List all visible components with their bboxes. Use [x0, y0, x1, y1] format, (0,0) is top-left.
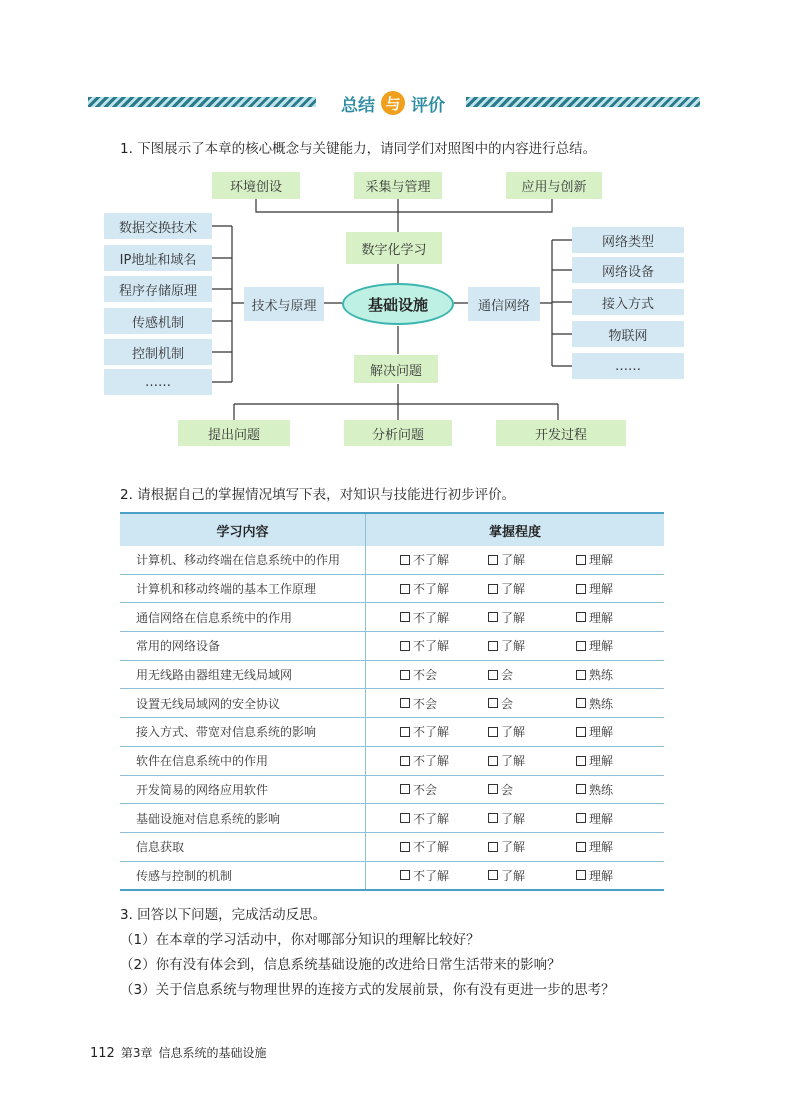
- option-label: 了解: [501, 553, 526, 568]
- banner-word-summary: 总结: [341, 95, 375, 116]
- checkbox-icon[interactable]: [488, 842, 498, 852]
- option-label: 不了解: [413, 754, 450, 769]
- level-option[interactable]: [576, 781, 664, 798]
- table-row: [120, 718, 664, 747]
- level-option[interactable]: [576, 609, 664, 626]
- checkbox-icon[interactable]: [400, 870, 410, 880]
- table-row: [120, 861, 664, 890]
- option-label: 理解: [589, 868, 614, 883]
- table-row: [120, 546, 664, 574]
- node-environment: 环境创设: [212, 172, 300, 199]
- level-option[interactable]: [576, 666, 664, 683]
- level-option[interactable]: [488, 637, 576, 654]
- node-tech-principle: 技术与原理: [244, 287, 324, 321]
- checkbox-icon[interactable]: [400, 555, 410, 565]
- option-label: 不会: [413, 782, 438, 797]
- level-option[interactable]: [488, 695, 576, 712]
- right-list-item: 网络设备: [572, 257, 684, 283]
- question-3: [120, 903, 615, 1003]
- table-row: [120, 775, 664, 804]
- option-label: 理解: [589, 610, 614, 625]
- left-list-item: 程序存储原理: [104, 276, 212, 302]
- row-options: [366, 632, 665, 661]
- level-option[interactable]: [576, 867, 664, 884]
- checkbox-icon[interactable]: [400, 612, 410, 622]
- row-item-label: 常用的网络设备: [120, 632, 366, 661]
- option-label: 理解: [589, 840, 614, 855]
- checkbox-icon[interactable]: [576, 813, 586, 823]
- checkbox-icon[interactable]: [488, 756, 498, 766]
- question-2-title: 2. 请根据自己的掌握情况填写下表，对知识与技能进行初步评价。: [120, 487, 516, 503]
- row-item-label: 计算机和移动终端的基本工作原理: [120, 574, 366, 603]
- node-infrastructure-center: 基础设施: [342, 283, 454, 325]
- node-analyze-problem: 分析问题: [344, 420, 452, 446]
- checkbox-icon[interactable]: [400, 756, 410, 766]
- right-list-item: 网络类型: [572, 227, 684, 253]
- checkbox-icon[interactable]: [576, 555, 586, 565]
- question-3-item: （1）在本章的学习活动中，你对哪部分知识的理解比较好？: [120, 932, 480, 948]
- node-apply-innovate: 应用与创新: [506, 172, 602, 199]
- checkbox-icon[interactable]: [400, 641, 410, 651]
- checkbox-icon[interactable]: [576, 698, 586, 708]
- row-options: [366, 718, 665, 747]
- left-list-item: 数据交换技术: [104, 213, 212, 239]
- option-label: 了解: [501, 754, 526, 769]
- row-item-label: 软件在信息系统中的作用: [120, 746, 366, 775]
- header-level: 掌握程度: [366, 513, 665, 546]
- option-label: 了解: [501, 868, 526, 883]
- row-options: [366, 832, 665, 861]
- row-item-label: 计算机、移动终端在信息系统中的作用: [120, 546, 366, 574]
- left-list-item: IP地址和域名: [104, 245, 212, 271]
- checkbox-icon[interactable]: [576, 784, 586, 794]
- table-row: [120, 689, 664, 718]
- level-option[interactable]: [400, 666, 488, 683]
- level-option[interactable]: [400, 637, 488, 654]
- checkbox-icon[interactable]: [488, 813, 498, 823]
- row-options: [366, 603, 665, 632]
- right-list-item: 物联网: [572, 321, 684, 347]
- level-option[interactable]: [488, 781, 576, 798]
- row-item-label: 设置无线局域网的安全协议: [120, 689, 366, 718]
- option-label: 理解: [589, 553, 614, 568]
- level-option[interactable]: [400, 867, 488, 884]
- page-footer: [90, 1044, 266, 1061]
- checkbox-icon[interactable]: [488, 641, 498, 651]
- table-row: [120, 660, 664, 689]
- node-digital-learning: 数字化学习: [346, 232, 442, 264]
- row-options: [366, 746, 665, 775]
- level-option[interactable]: [576, 551, 664, 568]
- level-option[interactable]: [400, 580, 488, 597]
- right-list-item: 接入方式: [572, 289, 684, 315]
- level-option[interactable]: [400, 723, 488, 740]
- checkbox-icon[interactable]: [576, 842, 586, 852]
- level-option[interactable]: [576, 752, 664, 769]
- row-options: [366, 574, 665, 603]
- checkbox-icon[interactable]: [400, 813, 410, 823]
- option-label: 不了解: [413, 639, 450, 654]
- option-label: 不了解: [413, 582, 450, 597]
- node-dev-process: 开发过程: [496, 420, 626, 446]
- level-option[interactable]: [488, 551, 576, 568]
- checkbox-icon[interactable]: [400, 698, 410, 708]
- chapter-label: 第3章: [120, 1046, 153, 1060]
- option-label: 理解: [589, 811, 614, 826]
- checkbox-icon[interactable]: [576, 670, 586, 680]
- option-label: 熟练: [589, 782, 614, 797]
- option-label: 不会: [413, 696, 438, 711]
- option-label: 不会: [413, 668, 438, 683]
- question-3-item: （2）你有没有体会到，信息系统基础设施的改进给日常生活带来的影响？: [120, 957, 561, 973]
- level-option[interactable]: [400, 695, 488, 712]
- checkbox-icon[interactable]: [576, 727, 586, 737]
- node-collect-manage: 采集与管理: [354, 172, 442, 199]
- banner-word-evaluation: 评价: [411, 95, 445, 116]
- option-label: 不了解: [413, 840, 450, 855]
- checkbox-icon[interactable]: [488, 698, 498, 708]
- level-option[interactable]: [400, 551, 488, 568]
- checkbox-icon[interactable]: [576, 756, 586, 766]
- option-label: 了解: [501, 610, 526, 625]
- table-row: [120, 603, 664, 632]
- page-number: 112: [90, 1046, 115, 1061]
- banner-badge-icon: 与: [381, 91, 405, 115]
- row-options: [366, 775, 665, 804]
- table-header-row: [120, 513, 664, 546]
- option-label: 了解: [501, 811, 526, 826]
- option-label: 会: [501, 696, 514, 711]
- table-row: [120, 632, 664, 661]
- checkbox-icon[interactable]: [488, 784, 498, 794]
- level-option[interactable]: [400, 838, 488, 855]
- row-item-label: 传感与控制的机制: [120, 861, 366, 890]
- level-option[interactable]: [488, 810, 576, 827]
- table-row: [120, 804, 664, 833]
- checkbox-icon[interactable]: [576, 641, 586, 651]
- chapter-title: 信息系统的基础设施: [158, 1046, 267, 1060]
- table-row: [120, 574, 664, 603]
- row-item-label: 开发简易的网络应用软件: [120, 775, 366, 804]
- row-item-label: 通信网络在信息系统中的作用: [120, 603, 366, 632]
- left-list-item: 控制机制: [104, 339, 212, 365]
- right-list-item: ……: [572, 353, 684, 379]
- checkbox-icon[interactable]: [400, 584, 410, 594]
- table-row: [120, 746, 664, 775]
- level-option[interactable]: [488, 752, 576, 769]
- question-1-title: 1. 下图展示了本章的核心概念与关键能力，请同学们对照图中的内容进行总结。: [120, 141, 597, 157]
- option-label: 熟练: [589, 668, 614, 683]
- level-option[interactable]: [400, 609, 488, 626]
- node-problem-solving: 解决问题: [354, 355, 438, 383]
- level-option[interactable]: [488, 609, 576, 626]
- option-label: 理解: [589, 639, 614, 654]
- left-list-item: ……: [104, 369, 212, 395]
- checkbox-icon[interactable]: [488, 727, 498, 737]
- table-body: [120, 546, 664, 890]
- option-label: 熟练: [589, 696, 614, 711]
- option-label: 了解: [501, 840, 526, 855]
- level-option[interactable]: [576, 580, 664, 597]
- node-raise-problem: 提出问题: [178, 420, 290, 446]
- level-option[interactable]: [488, 580, 576, 597]
- checkbox-icon[interactable]: [576, 612, 586, 622]
- level-option[interactable]: [576, 810, 664, 827]
- row-options: [366, 861, 665, 890]
- level-option[interactable]: [576, 637, 664, 654]
- checkbox-icon[interactable]: [576, 870, 586, 880]
- banner-title: [328, 88, 458, 118]
- option-label: 不了解: [413, 868, 450, 883]
- row-options: [366, 689, 665, 718]
- checkbox-icon[interactable]: [488, 612, 498, 622]
- option-label: 不了解: [413, 553, 450, 568]
- level-option[interactable]: [576, 723, 664, 740]
- row-options: [366, 804, 665, 833]
- option-label: 不了解: [413, 725, 450, 740]
- option-label: 了解: [501, 639, 526, 654]
- level-option[interactable]: [576, 695, 664, 712]
- level-option[interactable]: [488, 666, 576, 683]
- node-comm-network: 通信网络: [468, 287, 540, 321]
- row-item-label: 信息获取: [120, 832, 366, 861]
- checkbox-icon[interactable]: [400, 727, 410, 737]
- banner-stripe-left: [88, 97, 316, 107]
- checkbox-icon[interactable]: [488, 584, 498, 594]
- left-list-item: 传感机制: [104, 308, 212, 334]
- checkbox-icon[interactable]: [576, 584, 586, 594]
- checkbox-icon[interactable]: [488, 555, 498, 565]
- option-label: 了解: [501, 582, 526, 597]
- level-option[interactable]: [488, 838, 576, 855]
- level-option[interactable]: [400, 752, 488, 769]
- option-label: 会: [501, 782, 514, 797]
- row-options: [366, 546, 665, 574]
- self-evaluation-table: [120, 512, 664, 891]
- option-label: 理解: [589, 725, 614, 740]
- header-content: 学习内容: [120, 513, 366, 546]
- option-label: 理解: [589, 582, 614, 597]
- level-option[interactable]: [576, 838, 664, 855]
- table-row: [120, 832, 664, 861]
- level-option[interactable]: [400, 810, 488, 827]
- level-option[interactable]: [488, 723, 576, 740]
- question-3-item: （3）关于信息系统与物理世界的连接方式的发展前景，你有没有更进一步的思考？: [120, 982, 615, 998]
- row-options: [366, 660, 665, 689]
- option-label: 会: [501, 668, 514, 683]
- checkbox-icon[interactable]: [400, 842, 410, 852]
- row-item-label: 基础设施对信息系统的影响: [120, 804, 366, 833]
- section-banner: [88, 88, 700, 118]
- banner-stripe-right: [466, 97, 700, 107]
- row-item-label: 接入方式、带宽对信息系统的影响: [120, 718, 366, 747]
- checkbox-icon[interactable]: [400, 784, 410, 794]
- level-option[interactable]: [400, 781, 488, 798]
- checkbox-icon[interactable]: [400, 670, 410, 680]
- option-label: 不了解: [413, 610, 450, 625]
- checkbox-icon[interactable]: [488, 870, 498, 880]
- option-label: 理解: [589, 754, 614, 769]
- level-option[interactable]: [488, 867, 576, 884]
- option-label: 不了解: [413, 811, 450, 826]
- checkbox-icon[interactable]: [488, 670, 498, 680]
- question-3-title: 3. 回答以下问题，完成活动反思。: [120, 907, 327, 923]
- option-label: 了解: [501, 725, 526, 740]
- row-item-label: 用无线路由器组建无线局域网: [120, 660, 366, 689]
